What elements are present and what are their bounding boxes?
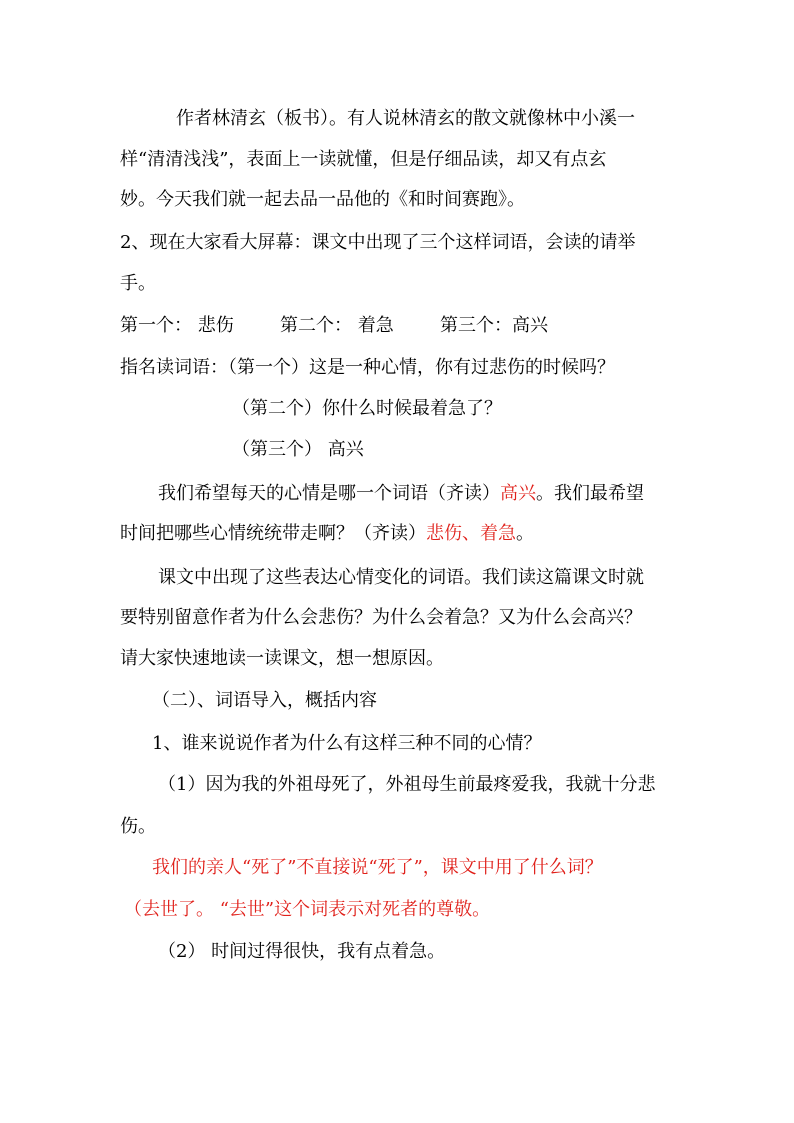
hope-line-1-highlight: 高兴 (500, 483, 536, 504)
paragraph-screen-line-2: 手。 (120, 273, 156, 294)
paragraph-intro-line-3: 妙。今天我们就一起去品一品他的《和时间赛跑》。 (120, 189, 525, 210)
word-second: 第二个： 着急 (280, 315, 394, 336)
paragraph-intro-line-1: 作者林清玄（板书）。有人说林清玄的散文就像林中小溪一 (176, 108, 635, 129)
word-first: 第一个： 悲伤 (120, 315, 234, 336)
hope-line-2-highlight: 悲伤、着急 (426, 523, 516, 544)
paragraph-intro-line-2: 样“清清浅浅”，表面上一读就懂，但是仔细品读，却又有点玄 (120, 149, 607, 170)
hope-line-2-prefix: 时间把哪些心情统统带走啊？（齐读） (120, 523, 426, 544)
hope-line-1-suffix: 。我们最希望 (536, 483, 644, 504)
red-question-line-2: （去世了。 “去世”这个词表示对死者的尊敬。 (124, 899, 491, 920)
paragraph-screen-line-1: 2、现在大家看大屏幕：课文中出现了三个这样词语，会读的请举 (120, 232, 636, 253)
answer-1-line-2: 伤。 (120, 816, 156, 837)
paragraph-words-line-2: 要特别留意作者为什么会悲伤？为什么会着急？又为什么会高兴？ (120, 607, 642, 628)
paragraph-hope-line-2 (120, 522, 534, 546)
red-question-line-1: 我们的亲人“死了”不直接说“死了”，课文中用了什么词？ (152, 857, 603, 878)
section-heading: （二）、词语导入，概括内容 (152, 690, 377, 711)
paragraph-hope-line-1 (158, 482, 644, 506)
paragraph-reading-line-3: （第三个） 高兴 (232, 439, 364, 460)
word-third: 第三个：高兴 (440, 315, 548, 336)
answer-1-line-1: （1）因为我的外祖母死了，外祖母生前最疼爱我，我就十分悲 (158, 774, 656, 795)
paragraph-reading-line-2: （第二个）你什么时候最着急了？ (232, 398, 502, 419)
paragraph-reading-line-1: 指名读词语：（第一个）这是一种心情，你有过悲伤的时候吗？ (120, 357, 615, 378)
hope-line-2-suffix: 。 (516, 523, 534, 544)
answer-2: （2） 时间过得很快，我有点着急。 (158, 941, 446, 962)
question-1: 1、谁来说说作者为什么有这样三种不同的心情？ (152, 733, 542, 754)
paragraph-words-line-3: 请大家快速地读一读课文，想一想原因。 (120, 648, 444, 669)
paragraph-words-line-1: 课文中出现了这些表达心情变化的词语。我们读这篇课文时就 (158, 567, 644, 588)
hope-line-1-prefix: 我们希望每天的心情是哪一个词语（齐读） (158, 483, 500, 504)
